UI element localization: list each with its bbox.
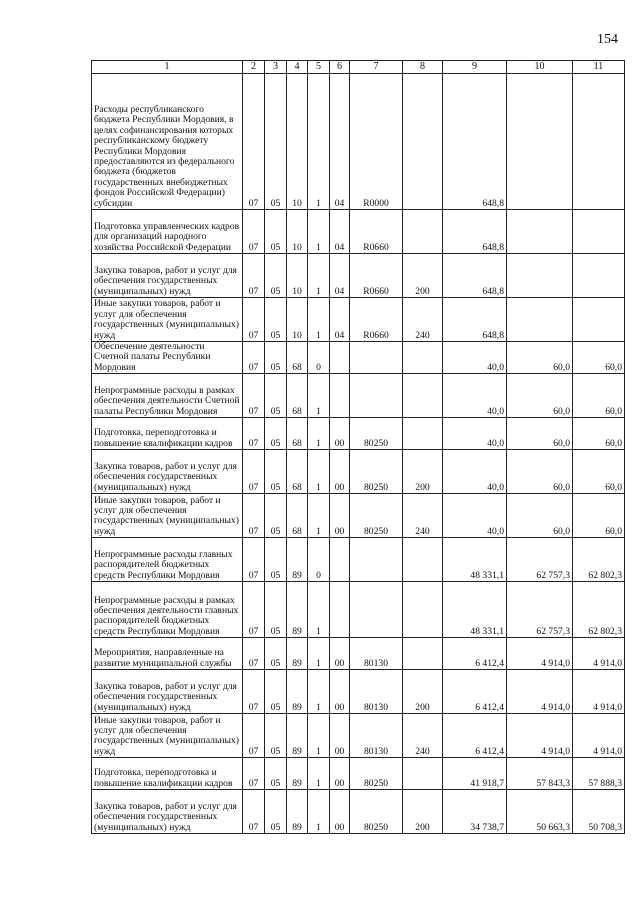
cell-col-11 bbox=[573, 210, 625, 254]
row-name: Непрограммные расходы в рамках обеспечения деятельности главных распорядителей бюджетных средств Республики Мордовия bbox=[92, 582, 243, 638]
cell-col-9: 40,0 bbox=[443, 374, 507, 418]
cell-col-5: 1 bbox=[308, 418, 330, 450]
cell-col-7 bbox=[350, 374, 403, 418]
row-name: Непрограммные расходы главных распорядителей бюджетных средств Республики Мордовия bbox=[92, 538, 243, 582]
cell-col-7: R0660 bbox=[350, 298, 403, 342]
cell-col-6: 00 bbox=[330, 714, 350, 758]
cell-col-4: 68 bbox=[287, 374, 308, 418]
cell-col-7 bbox=[350, 342, 403, 374]
cell-col-6: 00 bbox=[330, 790, 350, 834]
cell-col-4: 89 bbox=[287, 638, 308, 670]
row-name: Закупка товаров, работ и услуг для обеспечения государственных (муниципальных) нужд bbox=[92, 670, 243, 714]
cell-col-4: 89 bbox=[287, 538, 308, 582]
cell-col-4: 68 bbox=[287, 418, 308, 450]
cell-col-7: 80130 bbox=[350, 670, 403, 714]
cell-col-5: 0 bbox=[308, 342, 330, 374]
cell-col-4: 10 bbox=[287, 74, 308, 210]
cell-col-8 bbox=[403, 538, 443, 582]
cell-col-11: 62 802,3 bbox=[573, 538, 625, 582]
cell-col-10: 60,0 bbox=[507, 374, 573, 418]
cell-col-8: 200 bbox=[403, 450, 443, 494]
cell-col-11: 60,0 bbox=[573, 450, 625, 494]
cell-col-3: 05 bbox=[265, 670, 287, 714]
cell-col-4: 68 bbox=[287, 342, 308, 374]
cell-col-5: 1 bbox=[308, 582, 330, 638]
cell-col-2: 07 bbox=[243, 670, 265, 714]
row-name: Закупка товаров, работ и услуг для обеспечения государственных (муниципальных) нужд bbox=[92, 254, 243, 298]
cell-col-11: 60,0 bbox=[573, 494, 625, 538]
cell-col-2: 07 bbox=[243, 450, 265, 494]
cell-col-9: 48 331,1 bbox=[443, 582, 507, 638]
cell-col-11: 4 914,0 bbox=[573, 714, 625, 758]
cell-col-4: 89 bbox=[287, 714, 308, 758]
cell-col-8: 240 bbox=[403, 494, 443, 538]
cell-col-3: 05 bbox=[265, 374, 287, 418]
cell-col-7: 80250 bbox=[350, 790, 403, 834]
cell-col-10: 57 843,3 bbox=[507, 758, 573, 790]
cell-col-6: 00 bbox=[330, 418, 350, 450]
cell-col-2: 07 bbox=[243, 418, 265, 450]
cell-col-6: 00 bbox=[330, 638, 350, 670]
cell-col-5: 1 bbox=[308, 494, 330, 538]
cell-col-6: 04 bbox=[330, 254, 350, 298]
cell-col-7: 80250 bbox=[350, 494, 403, 538]
cell-col-4: 89 bbox=[287, 582, 308, 638]
cell-col-9: 6 412,4 bbox=[443, 714, 507, 758]
col-header: 8 bbox=[403, 61, 443, 74]
cell-col-3: 05 bbox=[265, 538, 287, 582]
cell-col-11: 62 802,3 bbox=[573, 582, 625, 638]
table-row bbox=[92, 538, 625, 582]
cell-col-5: 1 bbox=[308, 790, 330, 834]
cell-col-3: 05 bbox=[265, 638, 287, 670]
col-header: 11 bbox=[573, 61, 625, 74]
cell-col-10: 60,0 bbox=[507, 418, 573, 450]
cell-col-10: 62 757,3 bbox=[507, 582, 573, 638]
cell-col-9: 648,8 bbox=[443, 298, 507, 342]
cell-col-7 bbox=[350, 538, 403, 582]
cell-col-3: 05 bbox=[265, 790, 287, 834]
cell-col-11: 57 888,3 bbox=[573, 758, 625, 790]
cell-col-6: 04 bbox=[330, 210, 350, 254]
cell-col-10: 50 663,3 bbox=[507, 790, 573, 834]
table-row bbox=[92, 254, 625, 298]
cell-col-4: 10 bbox=[287, 254, 308, 298]
cell-col-8 bbox=[403, 374, 443, 418]
table-row bbox=[92, 758, 625, 790]
cell-col-9: 48 331,1 bbox=[443, 538, 507, 582]
cell-col-11: 4 914,0 bbox=[573, 670, 625, 714]
row-name: Непрограммные расходы в рамках обеспечения деятельности Счетной палаты Республики Мордовия bbox=[92, 374, 243, 418]
cell-col-2: 07 bbox=[243, 74, 265, 210]
cell-col-10 bbox=[507, 74, 573, 210]
table-row bbox=[92, 74, 625, 210]
cell-col-6 bbox=[330, 538, 350, 582]
table-row bbox=[92, 494, 625, 538]
col-header: 10 bbox=[507, 61, 573, 74]
cell-col-2: 07 bbox=[243, 254, 265, 298]
cell-col-9: 6 412,4 bbox=[443, 670, 507, 714]
col-header: 2 bbox=[243, 61, 265, 74]
cell-col-5: 1 bbox=[308, 450, 330, 494]
cell-col-4: 89 bbox=[287, 758, 308, 790]
budget-table bbox=[91, 60, 625, 834]
cell-col-2: 07 bbox=[243, 758, 265, 790]
cell-col-10 bbox=[507, 254, 573, 298]
cell-col-9: 41 918,7 bbox=[443, 758, 507, 790]
cell-col-8: 240 bbox=[403, 714, 443, 758]
cell-col-6: 00 bbox=[330, 670, 350, 714]
row-name: Подготовка, переподготовка и повышение квалификации кадров bbox=[92, 418, 243, 450]
cell-col-8 bbox=[403, 342, 443, 374]
cell-col-7: 80250 bbox=[350, 418, 403, 450]
cell-col-5: 0 bbox=[308, 538, 330, 582]
table-row bbox=[92, 638, 625, 670]
cell-col-3: 05 bbox=[265, 494, 287, 538]
cell-col-5: 1 bbox=[308, 638, 330, 670]
cell-col-9: 40,0 bbox=[443, 418, 507, 450]
header-row bbox=[92, 61, 625, 74]
cell-col-11: 4 914,0 bbox=[573, 638, 625, 670]
row-name: Иные закупки товаров, работ и услуг для обеспечения государственных (муниципальных) нужд bbox=[92, 714, 243, 758]
table-row bbox=[92, 670, 625, 714]
table-row bbox=[92, 582, 625, 638]
cell-col-7: R0660 bbox=[350, 254, 403, 298]
cell-col-4: 10 bbox=[287, 210, 308, 254]
row-name: Закупка товаров, работ и услуг для обеспечения государственных (муниципальных) нужд bbox=[92, 790, 243, 834]
cell-col-5: 1 bbox=[308, 210, 330, 254]
cell-col-2: 07 bbox=[243, 714, 265, 758]
cell-col-4: 89 bbox=[287, 790, 308, 834]
cell-col-5: 1 bbox=[308, 670, 330, 714]
col-header: 4 bbox=[287, 61, 308, 74]
cell-col-6: 00 bbox=[330, 450, 350, 494]
table-row bbox=[92, 374, 625, 418]
cell-col-4: 89 bbox=[287, 670, 308, 714]
col-header: 9 bbox=[443, 61, 507, 74]
cell-col-8: 240 bbox=[403, 298, 443, 342]
cell-col-11 bbox=[573, 254, 625, 298]
cell-col-3: 05 bbox=[265, 714, 287, 758]
cell-col-9: 648,8 bbox=[443, 254, 507, 298]
cell-col-10: 60,0 bbox=[507, 450, 573, 494]
cell-col-6 bbox=[330, 374, 350, 418]
cell-col-9: 40,0 bbox=[443, 450, 507, 494]
cell-col-2: 07 bbox=[243, 494, 265, 538]
cell-col-8 bbox=[403, 74, 443, 210]
table-row bbox=[92, 450, 625, 494]
cell-col-9: 40,0 bbox=[443, 494, 507, 538]
cell-col-8 bbox=[403, 758, 443, 790]
cell-col-3: 05 bbox=[265, 342, 287, 374]
cell-col-7: 80250 bbox=[350, 450, 403, 494]
table-row bbox=[92, 790, 625, 834]
cell-col-5: 1 bbox=[308, 254, 330, 298]
cell-col-6 bbox=[330, 342, 350, 374]
cell-col-11: 60,0 bbox=[573, 418, 625, 450]
col-header: 7 bbox=[350, 61, 403, 74]
cell-col-3: 05 bbox=[265, 254, 287, 298]
cell-col-9: 6 412,4 bbox=[443, 638, 507, 670]
cell-col-6: 04 bbox=[330, 74, 350, 210]
cell-col-11 bbox=[573, 298, 625, 342]
cell-col-3: 05 bbox=[265, 210, 287, 254]
cell-col-3: 05 bbox=[265, 758, 287, 790]
cell-col-10: 62 757,3 bbox=[507, 538, 573, 582]
cell-col-8 bbox=[403, 582, 443, 638]
cell-col-2: 07 bbox=[243, 298, 265, 342]
cell-col-10: 60,0 bbox=[507, 342, 573, 374]
cell-col-2: 07 bbox=[243, 538, 265, 582]
row-name: Иные закупки товаров, работ и услуг для обеспечения государственных (муниципальных) нужд bbox=[92, 298, 243, 342]
cell-col-7: 80130 bbox=[350, 714, 403, 758]
cell-col-2: 07 bbox=[243, 790, 265, 834]
cell-col-6: 04 bbox=[330, 298, 350, 342]
cell-col-10 bbox=[507, 298, 573, 342]
table-row bbox=[92, 342, 625, 374]
page-number: 154 bbox=[597, 32, 618, 47]
col-header: 6 bbox=[330, 61, 350, 74]
cell-col-10: 4 914,0 bbox=[507, 638, 573, 670]
cell-col-3: 05 bbox=[265, 418, 287, 450]
cell-col-7: R0660 bbox=[350, 210, 403, 254]
row-name: Подготовка, переподготовка и повышение квалификации кадров bbox=[92, 758, 243, 790]
cell-col-9: 40,0 bbox=[443, 342, 507, 374]
cell-col-6: 00 bbox=[330, 494, 350, 538]
cell-col-6: 00 bbox=[330, 758, 350, 790]
cell-col-10 bbox=[507, 210, 573, 254]
cell-col-7 bbox=[350, 582, 403, 638]
cell-col-11: 50 708,3 bbox=[573, 790, 625, 834]
col-header: 3 bbox=[265, 61, 287, 74]
row-name: Закупка товаров, работ и услуг для обеспечения государственных (муниципальных) нужд bbox=[92, 450, 243, 494]
table-row bbox=[92, 298, 625, 342]
cell-col-10: 4 914,0 bbox=[507, 714, 573, 758]
cell-col-4: 68 bbox=[287, 494, 308, 538]
cell-col-9: 648,8 bbox=[443, 74, 507, 210]
cell-col-5: 1 bbox=[308, 374, 330, 418]
row-name: Расходы республиканского бюджета Республики Мордовия, в целях софинансирования которых республиканскому бюджету Республики Мордовия предоставляются из федерального бюджета (бюджетов государственных внебюджетных фондов Российской Федерации) субсидии bbox=[92, 74, 243, 210]
cell-col-8: 200 bbox=[403, 790, 443, 834]
cell-col-2: 07 bbox=[243, 210, 265, 254]
cell-col-11: 60,0 bbox=[573, 342, 625, 374]
cell-col-6 bbox=[330, 582, 350, 638]
cell-col-2: 07 bbox=[243, 638, 265, 670]
cell-col-8: 200 bbox=[403, 254, 443, 298]
cell-col-7: 80250 bbox=[350, 758, 403, 790]
table-row bbox=[92, 418, 625, 450]
cell-col-8 bbox=[403, 418, 443, 450]
cell-col-5: 1 bbox=[308, 714, 330, 758]
cell-col-5: 1 bbox=[308, 74, 330, 210]
row-name: Иные закупки товаров, работ и услуг для обеспечения государственных (муниципальных) нужд bbox=[92, 494, 243, 538]
cell-col-2: 07 bbox=[243, 342, 265, 374]
table-row bbox=[92, 714, 625, 758]
cell-col-2: 07 bbox=[243, 374, 265, 418]
cell-col-7: 80130 bbox=[350, 638, 403, 670]
cell-col-3: 05 bbox=[265, 450, 287, 494]
cell-col-3: 05 bbox=[265, 298, 287, 342]
col-header: 5 bbox=[308, 61, 330, 74]
cell-col-5: 1 bbox=[308, 758, 330, 790]
cell-col-5: 1 bbox=[308, 298, 330, 342]
cell-col-8: 200 bbox=[403, 670, 443, 714]
table-row bbox=[92, 210, 625, 254]
col-header: 1 bbox=[92, 61, 243, 74]
cell-col-7: R0000 bbox=[350, 74, 403, 210]
cell-col-3: 05 bbox=[265, 74, 287, 210]
cell-col-8 bbox=[403, 638, 443, 670]
cell-col-9: 34 738,7 bbox=[443, 790, 507, 834]
cell-col-4: 10 bbox=[287, 298, 308, 342]
row-name: Мероприятия, направленные на развитие муниципальной службы bbox=[92, 638, 243, 670]
table-body bbox=[92, 74, 625, 834]
cell-col-11 bbox=[573, 74, 625, 210]
cell-col-10: 60,0 bbox=[507, 494, 573, 538]
cell-col-4: 68 bbox=[287, 450, 308, 494]
cell-col-3: 05 bbox=[265, 582, 287, 638]
row-name: Подготовка управленческих кадров для организаций народного хозяйства Российской Федерации bbox=[92, 210, 243, 254]
row-name: Обеспечение деятельности Счетной палаты Республики Мордовия bbox=[92, 342, 243, 374]
cell-col-2: 07 bbox=[243, 582, 265, 638]
cell-col-10: 4 914,0 bbox=[507, 670, 573, 714]
cell-col-8 bbox=[403, 210, 443, 254]
cell-col-11: 60,0 bbox=[573, 374, 625, 418]
cell-col-9: 648,8 bbox=[443, 210, 507, 254]
